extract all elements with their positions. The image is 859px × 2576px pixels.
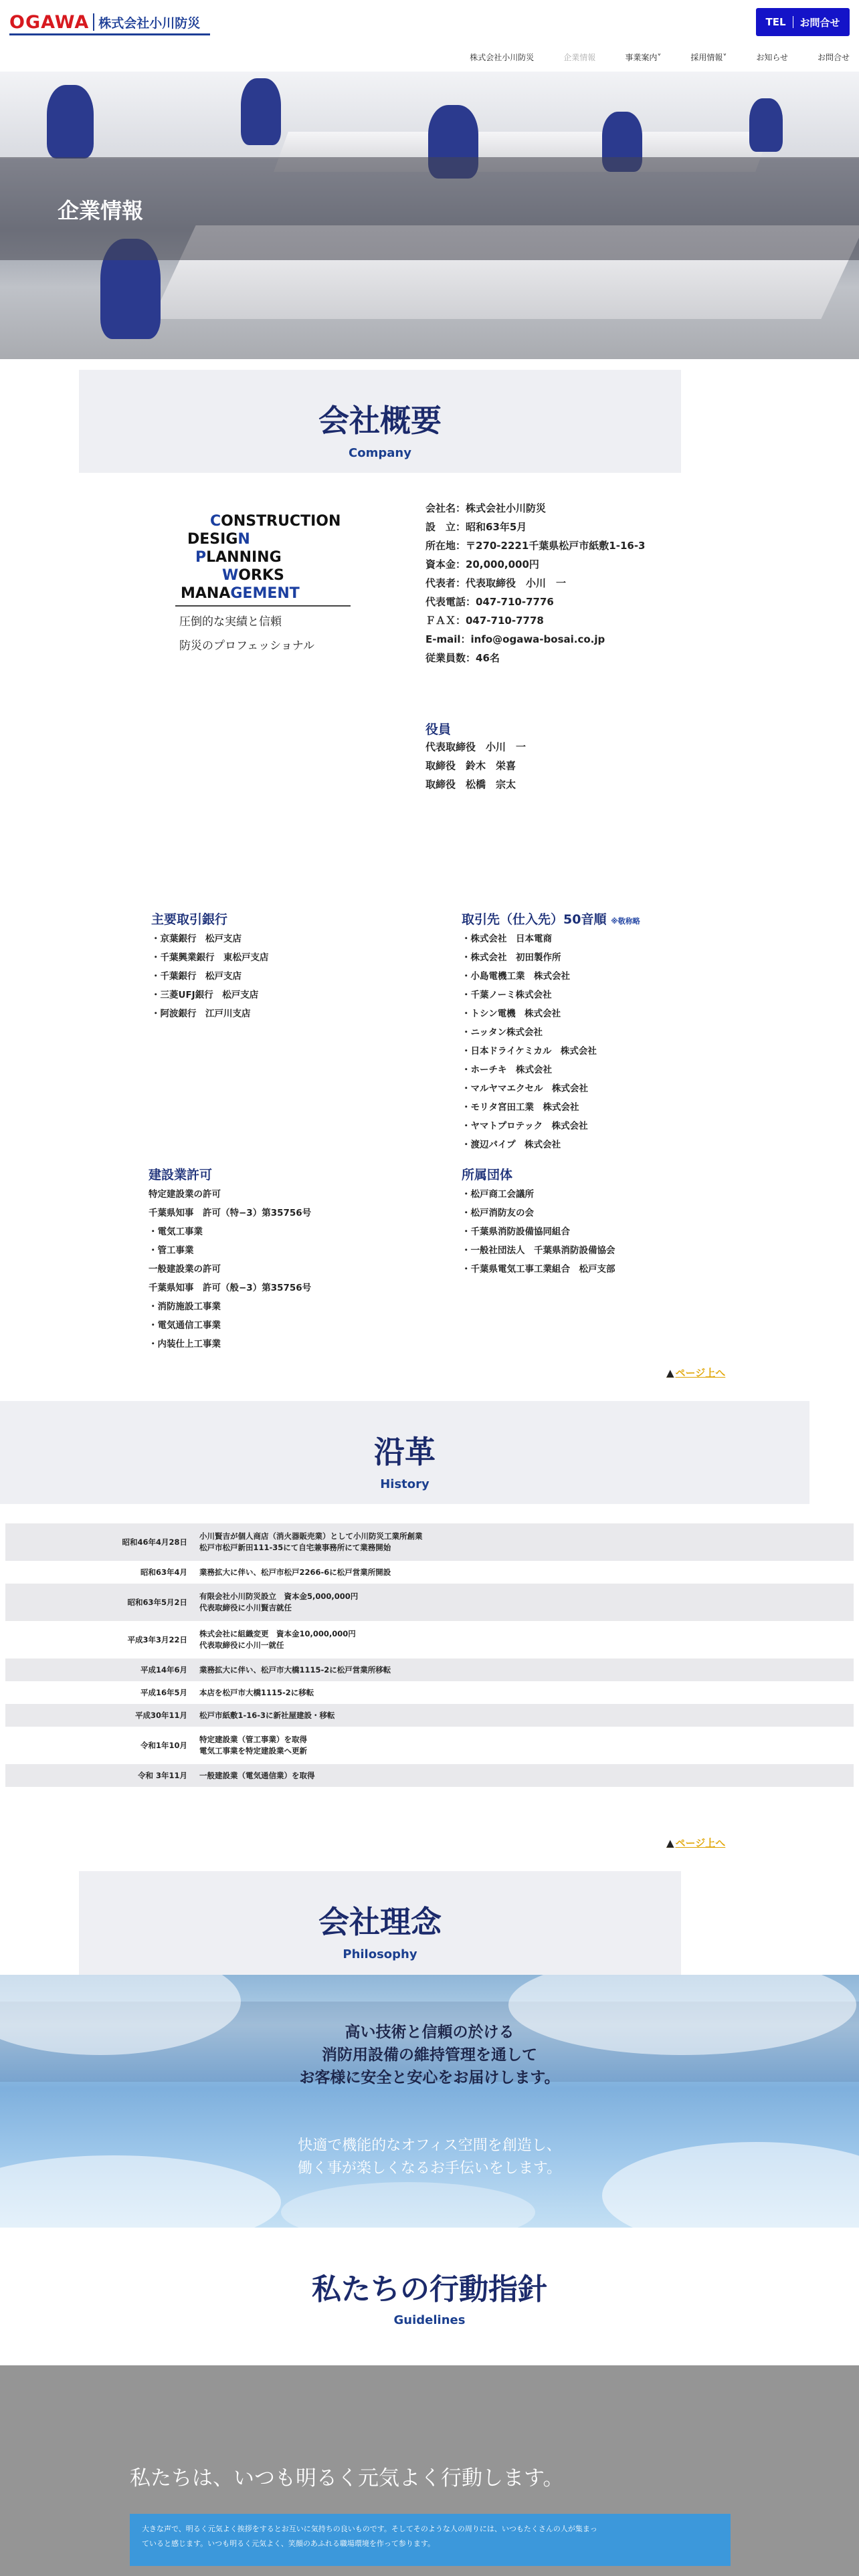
supplier-item: ・小島電機工業 株式会社 bbox=[462, 971, 570, 982]
bank-item: ・京葉銀行 松戸支店 bbox=[151, 934, 242, 944]
brand-tagline-2: 防災のプロフェッショナル bbox=[179, 639, 314, 653]
supplier-item: ・ホーチキ 株式会社 bbox=[462, 1065, 552, 1075]
nav-item-business-label: 事業案内 bbox=[625, 53, 658, 62]
history-date: 平成3年3月22日 bbox=[127, 1634, 187, 1644]
chevron-down-icon: ˅ bbox=[723, 53, 727, 62]
history-text: 松戸市紙敷1-16-3に新社屋建設・移転 bbox=[199, 1710, 335, 1720]
license-list bbox=[149, 1165, 311, 1354]
info-item: 会社名：株式会社小川防災 bbox=[425, 502, 547, 514]
history-row bbox=[5, 1658, 854, 1681]
supplier-item: ・株式会社 初田製作所 bbox=[462, 952, 561, 963]
license-item: ・管工事業 bbox=[149, 1245, 194, 1256]
page-top-link[interactable] bbox=[666, 1366, 725, 1380]
history-heading bbox=[0, 1401, 809, 1504]
history-row bbox=[5, 1704, 854, 1727]
info-item: 代表電話：047-710-7776 bbox=[425, 596, 554, 608]
groups-title: 所属団体 bbox=[462, 1168, 513, 1182]
history-row bbox=[5, 1681, 854, 1704]
brand-line: PLANNING bbox=[195, 549, 282, 566]
license-item: 千葉県知事 許可（特−3）第35756号 bbox=[149, 1208, 312, 1218]
contact-label: お問合せ bbox=[799, 16, 840, 29]
history-row bbox=[5, 1561, 854, 1584]
officers-title: 役員 bbox=[425, 722, 452, 737]
suppliers-list bbox=[462, 909, 640, 1154]
history-row bbox=[5, 1727, 854, 1764]
history-text: 有限会社小川防災設立 資本金5,000,000円 代表取締役に小川賢吉就任 bbox=[199, 1592, 359, 1612]
cloud bbox=[281, 2182, 535, 2228]
nav-item-recruit[interactable] bbox=[690, 51, 727, 63]
triangle-up-icon: ▲ bbox=[666, 1837, 674, 1849]
history-table bbox=[5, 1523, 854, 1787]
tel-contact-button[interactable] bbox=[756, 8, 850, 36]
history-row bbox=[5, 1523, 854, 1561]
officers-list bbox=[425, 720, 526, 794]
history-text: 業務拡大に伴い、松戸市大橋1115-2に松戸営業所移転 bbox=[199, 1665, 391, 1675]
group-item: ・千葉県消防設備協同組合 bbox=[462, 1226, 570, 1237]
brand-line: CONSTRUCTION bbox=[210, 513, 341, 530]
brand-line: MANAGEMENT bbox=[181, 585, 300, 602]
nav-item-recruit-label: 採用情報 bbox=[690, 53, 723, 62]
logo-mark: OGAWA bbox=[9, 11, 90, 33]
history-text: 一般建設業（電気通信業）を取得 bbox=[199, 1770, 315, 1780]
page-top-link[interactable] bbox=[666, 1836, 725, 1850]
history-text: 特定建設業（管工事業）を取得 電気工事業を特定建設業へ更新 bbox=[199, 1735, 307, 1755]
supplier-item: ・ニッタン株式会社 bbox=[462, 1027, 543, 1038]
history-date: 昭和46年4月28日 bbox=[122, 1537, 187, 1547]
nav-item-company[interactable]: 企業情報 bbox=[563, 53, 596, 62]
history-row bbox=[5, 1764, 854, 1787]
brand-rule bbox=[175, 605, 351, 607]
brand-line: WORKS bbox=[222, 567, 284, 584]
supplier-item: ・マルヤマエクセル 株式会社 bbox=[462, 1083, 588, 1094]
philosophy-title: 会社理念 bbox=[318, 1904, 442, 1940]
logo-divider bbox=[93, 13, 94, 31]
group-item: ・一般社団法人 千葉県消防設備協会 bbox=[462, 1245, 615, 1256]
bank-item: ・千葉銀行 松戸支店 bbox=[151, 971, 242, 982]
global-nav bbox=[470, 51, 850, 63]
history-text: 本店を松戸市大橋1115-2に移転 bbox=[199, 1687, 314, 1697]
bank-item: ・阿波銀行 江戸川支店 bbox=[151, 1008, 251, 1019]
site-header bbox=[0, 0, 859, 72]
guidelines-heading bbox=[0, 2265, 859, 2327]
license-item: 千葉県知事 許可（般−3）第35756号 bbox=[149, 1283, 312, 1293]
license-item: 一般建設業の許可 bbox=[149, 1264, 221, 1275]
nav-item-news[interactable]: お知らせ bbox=[756, 53, 788, 62]
license-item: ・内装仕上工事業 bbox=[149, 1339, 221, 1350]
banks-title: 主要取引銀行 bbox=[151, 912, 228, 927]
history-text: 小川賢吉が個人商店（消火器販売業）として小川防災工業所創業 松戸市松戸新田111-35にて自宅兼事務所にて業務開始 bbox=[199, 1531, 423, 1552]
page-top-label: ページ上へ bbox=[675, 1837, 726, 1849]
guidelines-motto: 私たちは、いつも明るく元気よく行動します。 bbox=[130, 2466, 564, 2490]
history-date: 令和1年10月 bbox=[140, 1740, 187, 1750]
hero-chair bbox=[241, 78, 281, 145]
info-item: 資本金：20,000,000円 bbox=[425, 558, 539, 570]
info-item: 設 立：昭和63年5月 bbox=[425, 521, 527, 533]
nav-item-contact[interactable]: お問合せ bbox=[817, 53, 850, 62]
info-item[interactable]: E-mail：info@ogawa-bosai.co.jp bbox=[425, 633, 605, 645]
supplier-item: ・ヤマトプロテック 株式会社 bbox=[462, 1121, 588, 1132]
company-subtitle: Company bbox=[349, 446, 411, 460]
history-text: 業務拡大に伴い、松戸市松戸2266-6に松戸営業所開設 bbox=[199, 1567, 391, 1577]
philosophy-subtitle: Philosophy bbox=[343, 1947, 417, 1961]
brand-tagline-1: 圧倒的な実績と信頼 bbox=[179, 615, 282, 629]
info-item: 従業員数：46名 bbox=[425, 652, 500, 664]
history-date: 昭和63年4月 bbox=[140, 1567, 187, 1577]
hero-chair bbox=[47, 85, 94, 158]
company-heading bbox=[79, 370, 681, 473]
info-item: 所在地：〒270-2221千葉県松戸市紙敷1-16-3 bbox=[425, 540, 646, 552]
supplier-item: ・千葉ノーミ株式会社 bbox=[462, 990, 552, 1000]
supplier-item: ・モリタ宮田工業 株式会社 bbox=[462, 1102, 579, 1113]
site-logo[interactable] bbox=[9, 12, 200, 32]
suppliers-title-text: 取引先（仕入先）50音順 bbox=[462, 912, 607, 927]
logo-company-name: 株式会社小川防災 bbox=[98, 15, 201, 31]
history-title: 沿革 bbox=[374, 1434, 436, 1470]
brand-mark bbox=[175, 512, 349, 655]
officer-item: 取締役 鈴木 栄喜 bbox=[425, 760, 516, 772]
tel-label: TEL bbox=[765, 16, 786, 28]
license-title: 建設業許可 bbox=[149, 1168, 213, 1182]
company-info-list bbox=[425, 499, 646, 667]
philosophy-statement-2: 快適で機能的なオフィス空間を創造し、 働く事が楽しくなるお手伝いをします。 bbox=[297, 2137, 562, 2177]
guidelines-title: 私たちの行動指針 bbox=[312, 2272, 547, 2306]
company-title: 会社概要 bbox=[318, 403, 442, 439]
triangle-up-icon: ▲ bbox=[666, 1367, 674, 1379]
history-row bbox=[5, 1584, 854, 1621]
supplier-item: ・渡辺パイプ 株式会社 bbox=[462, 1140, 561, 1150]
supplier-item: ・トシン電機 株式会社 bbox=[462, 1008, 561, 1019]
bank-item: ・千葉興業銀行 東松戸支店 bbox=[151, 952, 269, 963]
groups-list bbox=[462, 1165, 615, 1279]
history-date: 平成30年11月 bbox=[134, 1710, 187, 1720]
guidelines-subtitle: Guidelines bbox=[393, 2313, 466, 2327]
history-date: 平成16年5月 bbox=[140, 1687, 187, 1697]
history-date: 平成14年6月 bbox=[140, 1665, 187, 1675]
info-item: 代表者：代表取締役 小川 一 bbox=[425, 577, 567, 589]
info-item: ＦＡＸ：047-710-7778 bbox=[425, 615, 544, 627]
history-date: 令和 3年11月 bbox=[137, 1770, 187, 1780]
history-subtitle: History bbox=[380, 1477, 430, 1491]
guidelines-body: 大きな声で、明るく元気よく挨拶をするとお互いに気持ちの良いものです。そしてそのような人の周りには、いつもたくさんの人が集まっ ていると感じます。いつも明るく元気よく、笑顔のあふれる職場環境を作って参ります。 bbox=[130, 2514, 731, 2566]
philosophy-statement-1: 高い技術と信頼の於ける 消防用設備の維持管理を通して お客様に安全と安心をお届けします。 bbox=[299, 2024, 560, 2086]
license-item: ・電気工事業 bbox=[149, 1226, 203, 1237]
page-title: 企業情報 bbox=[58, 198, 144, 223]
group-item: ・松戸消防友の会 bbox=[462, 1208, 534, 1218]
supplier-item: ・日本ドライケミカル 株式会社 bbox=[462, 1046, 597, 1057]
page-top-label: ページ上へ bbox=[675, 1367, 726, 1379]
officer-item: 代表取締役 小川 一 bbox=[425, 741, 527, 753]
supplier-item: ・株式会社 日本電商 bbox=[462, 934, 552, 944]
history-date: 昭和63年5月2日 bbox=[127, 1597, 187, 1607]
brand-line: DESIGN bbox=[187, 531, 250, 548]
suppliers-title bbox=[462, 909, 640, 930]
banks-list bbox=[151, 909, 269, 1023]
philosophy-sky-image bbox=[0, 1975, 859, 2228]
group-item: ・松戸商工会議所 bbox=[462, 1189, 534, 1200]
history-row bbox=[5, 1621, 854, 1658]
suppliers-note: ※敬称略 bbox=[611, 917, 640, 926]
philosophy-heading bbox=[79, 1871, 681, 1978]
chevron-down-icon: ˅ bbox=[657, 53, 662, 62]
logo-underline bbox=[9, 33, 210, 35]
nav-item-home[interactable]: 株式会社小川防災 bbox=[470, 53, 535, 62]
bank-item: ・三菱UFJ銀行 松戸支店 bbox=[151, 990, 259, 1000]
hero-chair bbox=[749, 98, 783, 152]
officer-item: 取締役 松橋 宗太 bbox=[425, 778, 516, 790]
history-text: 株式会社に組織変更 資本金10,000,000円 代表取締役に小川一就任 bbox=[199, 1629, 356, 1650]
license-item: ・消防施設工事業 bbox=[149, 1301, 221, 1312]
license-item: ・電気通信工事業 bbox=[149, 1320, 221, 1331]
nav-item-business[interactable] bbox=[625, 51, 661, 63]
license-item: 特定建設業の許可 bbox=[149, 1189, 221, 1200]
group-item: ・千葉県電気工事工業組合 松戸支部 bbox=[462, 1264, 615, 1275]
